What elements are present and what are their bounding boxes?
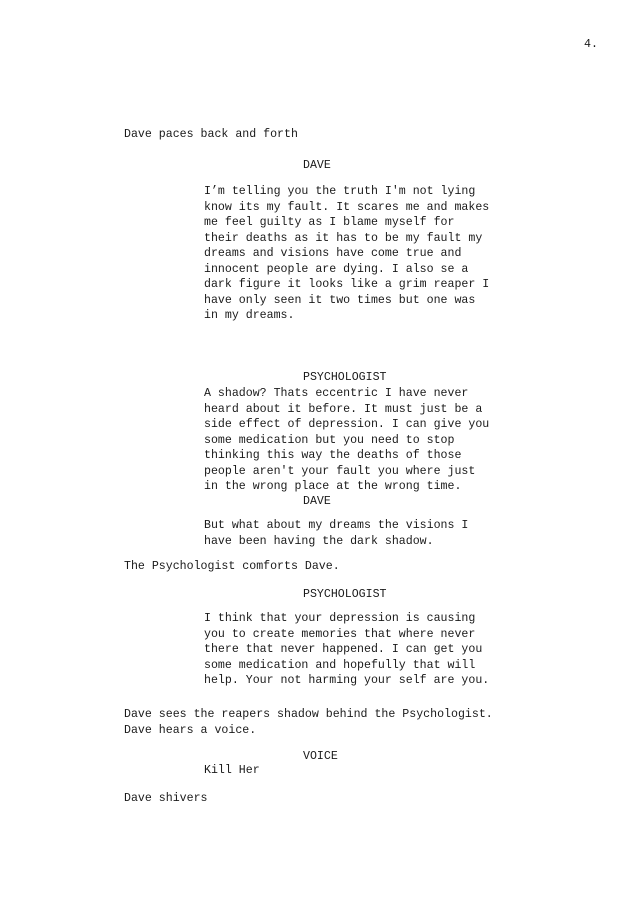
dialogue-block: I’m telling you the truth I'm not lying know its my fault. It scares me and makes me feel guilty as I blame myself for their deaths as it has to be my fault my dreams and visions have come true and innocent people are dying. I also se a dark figure it looks like a grim reaper I have only seen it two times but one was in my dreams. xyxy=(204,185,490,322)
action-line: Dave shivers xyxy=(124,792,208,805)
character-name: DAVE xyxy=(303,495,331,508)
page-number: 4. xyxy=(584,38,598,51)
action-line: Dave paces back and forth xyxy=(124,128,298,141)
character-name: VOICE xyxy=(303,750,338,763)
character-name: PSYCHOLOGIST xyxy=(303,588,387,601)
dialogue-block: I think that your depression is causing you to create memories that where never there that never happened. I can get you some medication and hopefully that will help. Your not harming your self are you. xyxy=(204,612,490,687)
character-name: DAVE xyxy=(303,159,331,172)
dialogue-block: But what about my dreams the visions I have been having the dark shadow. xyxy=(204,519,469,548)
character-name: PSYCHOLOGIST xyxy=(303,371,387,384)
dialogue-block: Kill Her xyxy=(204,764,260,777)
action-line: The Psychologist comforts Dave. xyxy=(124,560,340,573)
action-line: Dave sees the reapers shadow behind the Psychologist. Dave hears a voice. xyxy=(124,708,493,737)
dialogue-block: A shadow? Thats eccentric I have never heard about it before. It must just be a side effect of depression. I can give you some medication but you need to stop thinking this way the deaths of those people aren't your fault you where just in the wrong place at the wrong time. xyxy=(204,387,490,493)
